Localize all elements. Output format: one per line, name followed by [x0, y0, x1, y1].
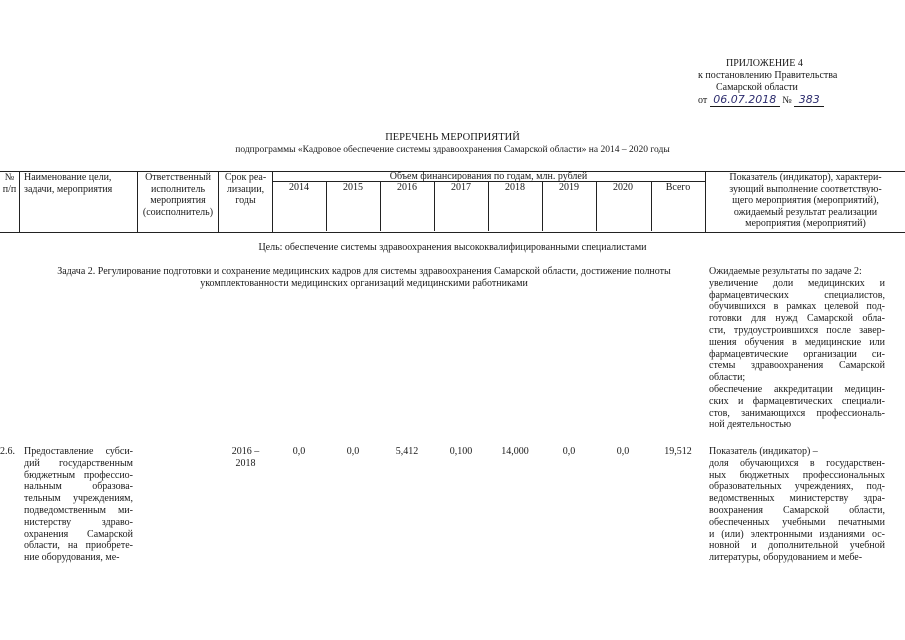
header-year: 2018 [505, 182, 525, 193]
header-term: Срок реа- лизации, годы [224, 172, 267, 206]
appendix-title: ПРИЛОЖЕНИЕ 4 [726, 58, 803, 69]
result-line: ских и фармацевтических специали- [709, 395, 885, 407]
row-value: 14,000 [501, 446, 529, 457]
header-year: Всего [665, 182, 691, 193]
row-name-line: охранения Самарской [24, 528, 133, 540]
number-prefix: № [782, 95, 792, 106]
document-subtitle: подпрограммы «Кадровое обеспечение системы здравоохранения Самарской области» на 2014 – 2020 годы [235, 145, 670, 155]
row-indicator-title: Показатель (индикатор) – [709, 446, 818, 457]
indicator-line: доля обучающихся в государствен- [709, 457, 885, 469]
result-line: сти, трудоустроившихся после завер- [709, 324, 885, 336]
indicator-line: и (или) электронными изданиями ос- [709, 528, 885, 540]
header-year: 2015 [343, 182, 363, 193]
row-value: 5,412 [395, 446, 419, 457]
col-divider [19, 171, 20, 232]
row-value: 0,0 [346, 446, 360, 457]
header-financing: Объем финансирования по годам, млн. рублей [389, 171, 588, 182]
task-text-line2: укомплектованности медицинских организаций медицинскими работниками [200, 278, 528, 289]
row-name-line: бюджетным профессио- [24, 469, 133, 481]
goal-text: Цель: обеспечение системы здравоохранения высококвалифицированными специалистами [258, 242, 647, 253]
row-name-line: подведомственным ми- [24, 504, 133, 516]
row-name-line: ние оборудования, ме- [24, 552, 120, 564]
row-name-line: области, на приобрете- [24, 540, 133, 552]
header-year: 2017 [451, 182, 471, 193]
result-line: стемы здравоохранения Самарской [709, 360, 885, 372]
header-year: 2014 [289, 182, 309, 193]
indicator-line: ных бюджетных профессиональных [709, 469, 885, 481]
row-name [24, 446, 133, 564]
header-year: 2020 [613, 182, 633, 193]
row-name-line: Предоставление субси- [24, 446, 133, 457]
row-value: 19,512 [664, 446, 692, 457]
task-results-list [709, 278, 885, 431]
row-value: 0,0 [562, 446, 576, 457]
header-name: Наименование цели, задачи, мероприятия [24, 172, 113, 195]
result-line: готовки для нужд Самарской обла- [709, 313, 885, 325]
task-text-line1: Задача 2. Регулирование подготовки и сохранение медицинских кадров для системы здравоохранения Самарской области, достижение полноты [57, 266, 671, 277]
result-line: области; [709, 372, 746, 384]
row-indicator-list [709, 458, 885, 564]
appendix-decree: к постановлению Правительства [698, 70, 838, 81]
appendix-date-line [690, 94, 870, 107]
document-title: ПЕРЕЧЕНЬ МЕРОПРИЯТИЙ [385, 132, 520, 143]
indicator-line: новной и дополнительной учебной [709, 540, 885, 552]
header-indicator: Показатель (индикатор), характери- зующий выполнение соответствую- щего мероприятия (мероприятий), ожидаемый результат реализации мероприятия (мероприятий) [729, 172, 882, 229]
indicator-line: образовательных учреждениях, под- [709, 481, 885, 493]
result-line: ной деятельностью [709, 419, 792, 431]
indicator-line: литературы, оборудованием и мебе- [709, 552, 863, 564]
row-value: 0,100 [449, 446, 473, 457]
row-term: 2016 – 2018 [231, 446, 260, 469]
result-line: обучившихся в рамках целевой под- [709, 301, 885, 313]
row-name-line: нистерству здраво- [24, 516, 133, 528]
row-name-line: дий государственным [24, 457, 133, 469]
header-responsible: Ответственный исполнитель мероприятия (соисполнитель) [142, 172, 214, 218]
result-line: фармацевтических специалистов, [709, 289, 885, 301]
indicator-line: ведомственных министерству здра- [709, 493, 885, 505]
appendix-block [690, 58, 870, 107]
appendix-region: Самарской области [716, 82, 798, 93]
handwritten-date: 06.07.2018 [710, 94, 780, 107]
header-num: № п/п [2, 172, 17, 195]
row-value: 0,0 [292, 446, 306, 457]
result-line: шения обучения в медицинские или [709, 336, 885, 348]
result-line: обеспечение аккредитации медицин- [709, 383, 885, 395]
row-value: 0,0 [616, 446, 630, 457]
row-num: 2.6. [0, 446, 15, 457]
date-prefix: от [698, 95, 708, 106]
result-line: стов, занимающихся профессиональ- [709, 407, 885, 419]
task-results [709, 266, 885, 431]
row-indicator [709, 446, 885, 564]
handwritten-number: 383 [794, 94, 824, 107]
indicator-line: воохранения Самарской области, [709, 504, 885, 516]
indicator-line: обеспеченных учебными печатными [709, 516, 885, 528]
row-name-line: тельным учреждениям, [24, 493, 133, 505]
task-results-title: Ожидаемые результаты по задаче 2: [709, 266, 862, 277]
header-year: 2019 [559, 182, 579, 193]
result-line: увеличение доли медицинских и [709, 277, 885, 289]
row-name-line: нальным образова- [24, 481, 133, 493]
header-year: 2016 [397, 182, 417, 193]
result-line: фармацевтические организации си- [709, 348, 885, 360]
